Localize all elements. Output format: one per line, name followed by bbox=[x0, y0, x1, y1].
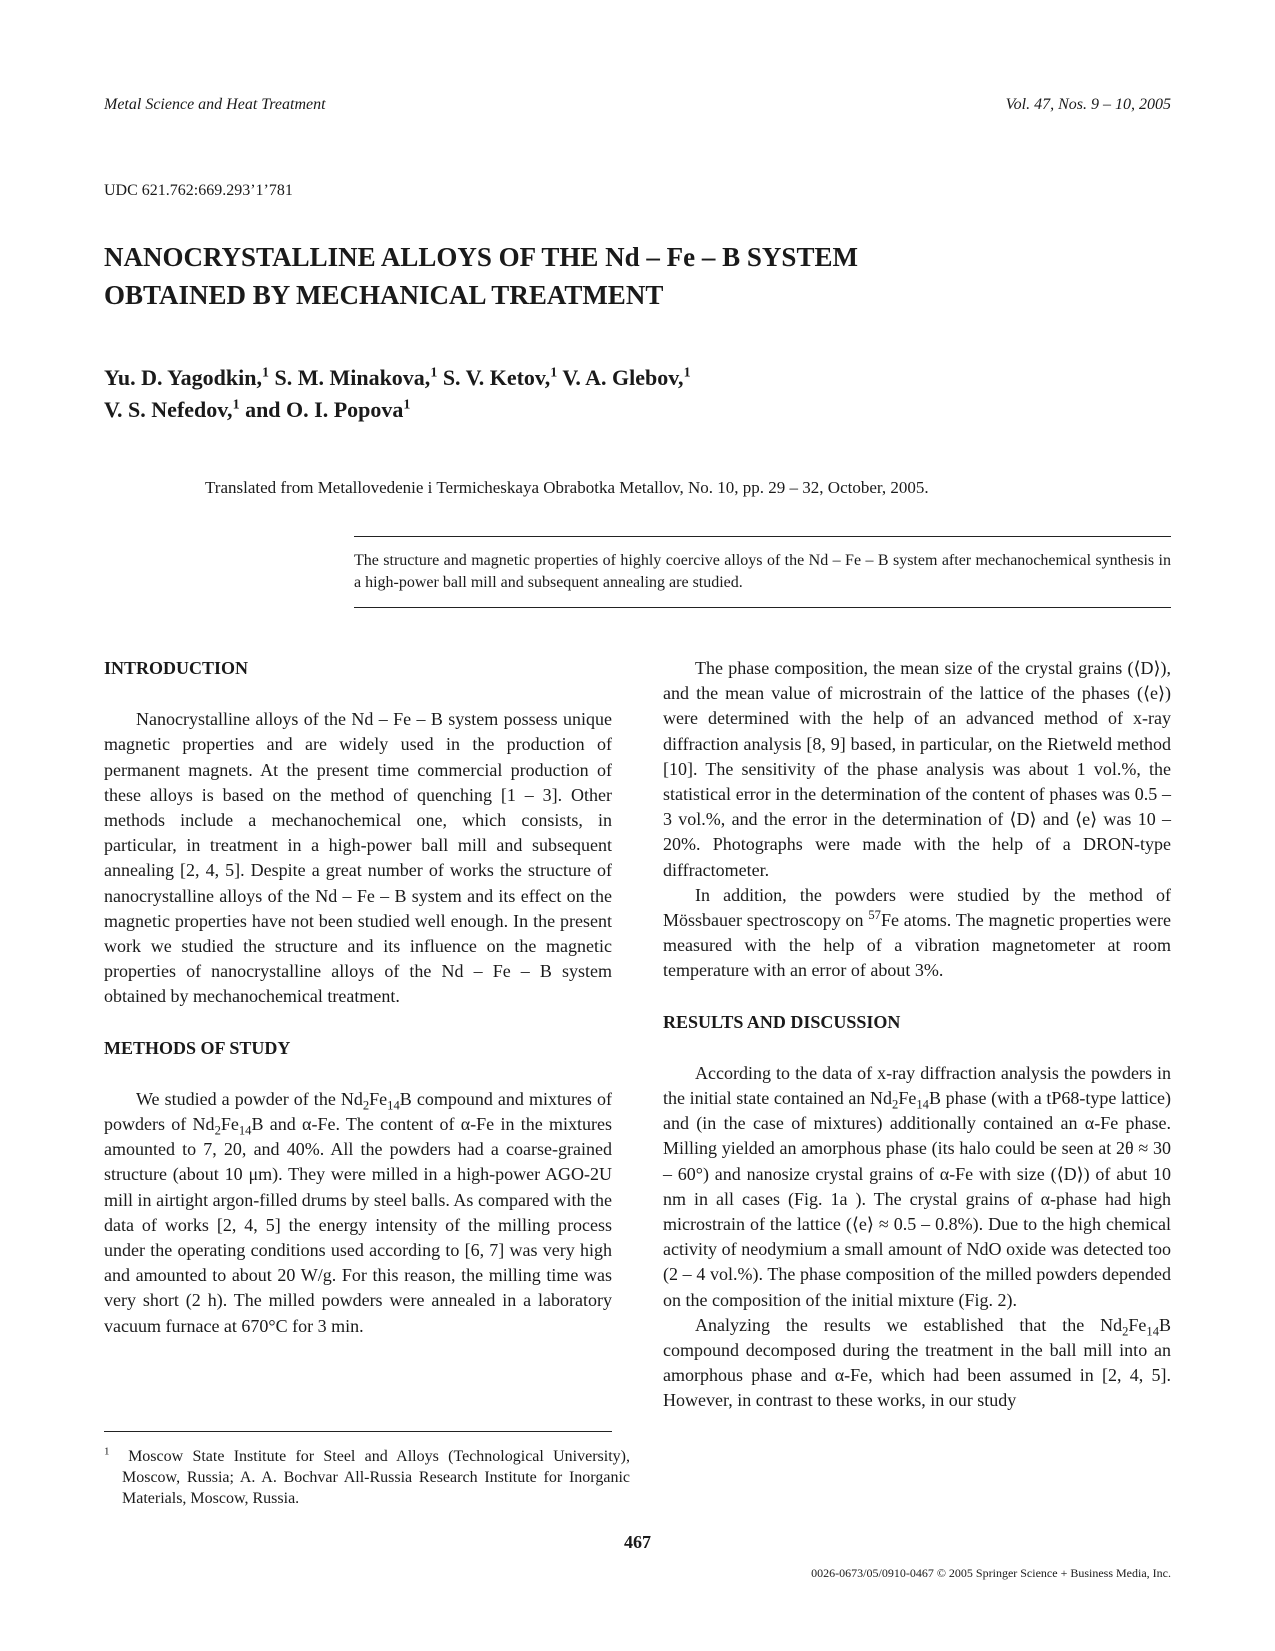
subscript: 2 bbox=[214, 1123, 221, 1138]
translation-note: Translated from Metallovedenie i Termicheskaya Obrabotka Metallov, No. 10, pp. 29 – 32, October, 2005. bbox=[205, 478, 929, 497]
text-run: Fe bbox=[220, 1114, 239, 1135]
article-title bbox=[104, 238, 1004, 314]
text-run: B compound and mixtures of powders of Nd bbox=[104, 1088, 612, 1135]
text-run: Fe atoms. The magnetic properties were measured with the help of a vibration magnetometer at room temperature with an error of about 3%. bbox=[663, 910, 1171, 981]
text-run: Fe bbox=[898, 1088, 917, 1109]
text-run: Fe bbox=[1128, 1314, 1147, 1335]
volume-info: Vol. 47, Nos. 9 – 10, 2005 bbox=[1005, 96, 1171, 113]
methods-paragraph bbox=[104, 1087, 612, 1339]
text-run: In addition, the powders were studied by the method of Mössbauer spectroscopy on bbox=[663, 884, 1171, 931]
text-run: B compound decomposed during the treatment in the ball mill into an amorphous phase and α-Fe, which had been assumed in [2, 4, 5]. However, in contrast to these works, in our study bbox=[663, 1314, 1171, 1411]
copyright-line: 0026-0673/05/0910-0467 © 2005 Springer Science + Business Media, Inc. bbox=[811, 1566, 1171, 1580]
section-heading-introduction: INTRODUCTION bbox=[104, 658, 249, 678]
author: Yu. D. Yagodkin, bbox=[104, 365, 262, 390]
section-heading-methods: METHODS OF STUDY bbox=[104, 1037, 291, 1058]
results-paragraph bbox=[663, 1061, 1171, 1313]
author: O. I. Popova bbox=[286, 397, 404, 422]
footnote bbox=[104, 1446, 630, 1509]
subscript: 14 bbox=[1146, 1324, 1159, 1339]
text-run: According to the data of x-ray diffraction analysis the powders in the initial state contained an Nd bbox=[663, 1062, 1171, 1109]
title-line-2: OBTAINED BY MECHANICAL TREATMENT bbox=[104, 280, 664, 310]
subscript: 2 bbox=[362, 1098, 370, 1113]
journal-name: Metal Science and Heat Treatment bbox=[104, 96, 326, 113]
superscript: 57 bbox=[868, 908, 881, 923]
page-number: 467 bbox=[624, 1532, 651, 1552]
mossbauer-paragraph bbox=[663, 883, 1171, 984]
abstract-bottom-rule bbox=[354, 607, 1171, 608]
footnote-text: Moscow State Institute for Steel and Alloys (Technological University), Moscow, Russia; A. A. Bochvar All-Russia Research Institute for Inorganic Materials, Moscow, Russia. bbox=[122, 1448, 630, 1507]
affiliation-mark: 1 bbox=[683, 365, 691, 381]
subscript: 2 bbox=[1122, 1324, 1129, 1339]
text-run: We studied a powder of the Nd bbox=[136, 1088, 363, 1109]
footnote-rule bbox=[104, 1431, 612, 1432]
abstract: The structure and magnetic properties of highly coercive alloys of the Nd – Fe – B system after mechanochemical synthesis in a high-power ball mill and subsequent annealing are studied. bbox=[354, 552, 1171, 591]
author: S. V. Ketov, bbox=[442, 365, 551, 390]
text-run: B phase (with a tP68-type lattice) and (in the case of mixtures) additionally contained an α-Fe phase. Milling yielded an amorphous phase (its halo could be seen at 2θ ≈ 30 – 60°) and nanosize crystal grains of α-Fe with size (⟨D⟩) of abut 10 nm in all cases (Fig. 1a ). The crystal grains of α-phase had high microstrain of the lattice (⟨e⟩ ≈ 0.5 – 0.8%). Due to the high chemical activity of neodymium a small amount of NdO oxide was detected too (2 – 4 vol.%). The phase composition of the milled powders depended on the composition of the initial mixture (Fig. 2). bbox=[663, 1088, 1171, 1310]
footnote-mark: 1 bbox=[104, 1445, 110, 1458]
subscript: 2 bbox=[892, 1097, 899, 1112]
right-column bbox=[663, 656, 1171, 1414]
abstract-top-rule bbox=[354, 536, 1171, 537]
author-conjunction: and bbox=[245, 397, 281, 422]
author: V. A. Glebov, bbox=[562, 365, 684, 390]
left-column bbox=[104, 656, 612, 1339]
udc-code: UDC 621.762:669.293’1’781 bbox=[104, 182, 293, 199]
text-run: Analyzing the results we established that the Nd bbox=[695, 1314, 1123, 1335]
affiliation-mark: 1 bbox=[403, 397, 411, 413]
results-paragraph bbox=[663, 1313, 1171, 1414]
section-heading-results: RESULTS AND DISCUSSION bbox=[663, 1011, 901, 1032]
affiliation-mark: 1 bbox=[550, 365, 558, 381]
text-run: B and α-Fe. The content of α-Fe in the mixtures amounted to 7, 20, and 40%. All the powders had a coarse-grained structure (about 10 μm). They were milled in a high-power AGO-2U mill in airtight argon-filled drums by steel balls. As compared with the data of works [2, 4, 5] the energy intensity of the milling process under the operating conditions used according to [6, 7] was very high and amounted to about 20 W/g. For this reason, the milling time was very short (2 h). The milled powders were annealed in a laboratory vacuum furnace at 670°C for 3 min. bbox=[104, 1114, 612, 1336]
author-list bbox=[104, 362, 1004, 426]
affiliation-mark: 1 bbox=[232, 397, 240, 413]
methods-paragraph-continued: The phase composition, the mean size of the crystal grains (⟨D⟩), and the mean value of microstrain of the lattice of the phases (⟨e⟩) were determined with the help of an advanced method of x-ray diffraction analysis [8, 9] based, in particular, on the Rietweld method [10]. The sensitivity of the phase analysis was about 1 vol.%, the statistical error in the determination of the content of phases was 0.5 – 3 vol.%, and the error in the determination of ⟨D⟩ and ⟨e⟩ was 10 – 20%. Photographs were made with the help of a DRON-type diffractometer. bbox=[663, 658, 1171, 880]
affiliation-mark: 1 bbox=[261, 365, 269, 381]
text-run: Fe bbox=[369, 1088, 388, 1109]
affiliation-mark: 1 bbox=[430, 365, 438, 381]
subscript: 14 bbox=[916, 1097, 929, 1112]
introduction-paragraph: Nanocrystalline alloys of the Nd – Fe – B system possess unique magnetic properties and are widely used in the production of permanent magnets. At the present time commercial production of these alloys is based on the method of quenching [1 – 3]. Other methods include a mechanochemical one, which consists, in particular, in treatment in a high-power ball mill and subsequent annealing [2, 4, 5]. Despite a great number of works the structure of nanocrystalline alloys of the Nd – Fe – B system and its effect on the magnetic properties have not been studied well enough. In the present work we studied the structure and its influence on the magnetic properties of nanocrystalline alloys of the Nd – Fe – B system obtained by mechanochemical treatment. bbox=[104, 709, 612, 1007]
subscript: 14 bbox=[238, 1123, 252, 1138]
author: V. S. Nefedov, bbox=[104, 397, 233, 422]
subscript: 14 bbox=[387, 1098, 400, 1113]
title-line-1: NANOCRYSTALLINE ALLOYS OF THE Nd – Fe – B SYSTEM bbox=[104, 242, 858, 272]
author: S. M. Minakova, bbox=[274, 365, 431, 390]
